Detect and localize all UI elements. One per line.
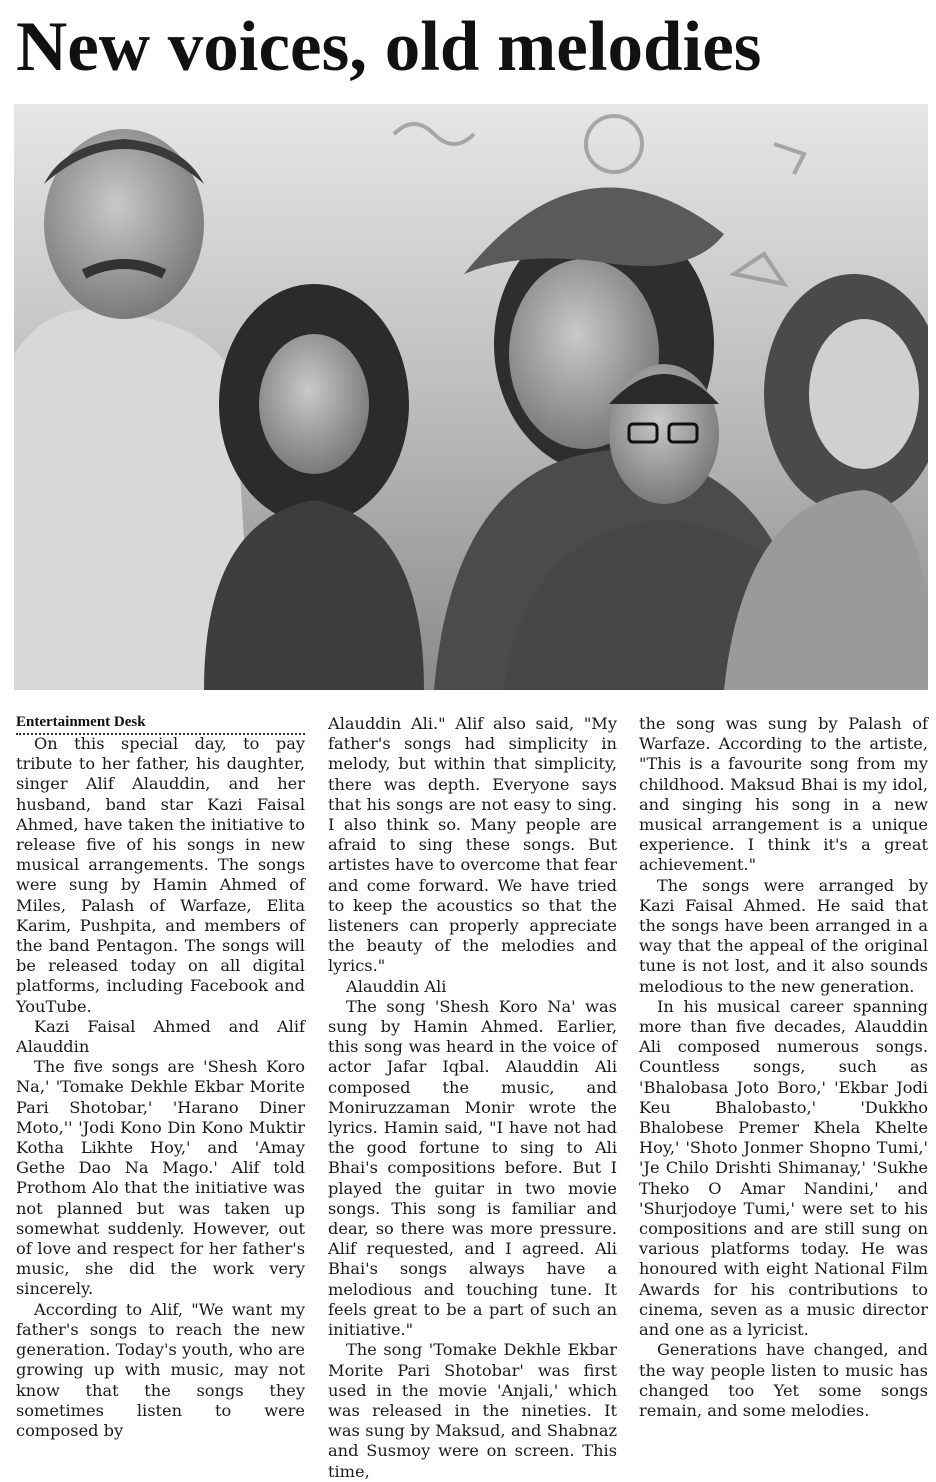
paragraph: In his musical career spanning more than five decades, Alauddin Ali composed numerous songs. Countless songs, such as 'Bhalobasa Joto Boro,' 'Ekbar Jodi Keu Bhalobasto,' 'Dukkho Bhalobese Premer Khela Khelte Hoy,' 'Shoto Jonmer Shopno Tumi,' 'Je Chilo Drishti Shimanay,' 'Sukhe Theko O Amar Nandini,' and 'Shurjodoye Tumi,' were set to his compositions and are still sung on various platforms today. He was honoured with eight National Film Awards for his contributions to cinema, seven as a music director and one as a lyricist. — [639, 996, 928, 1340]
photo-caption: Kazi Faisal Ahmed and Alif Alauddin — [16, 1016, 305, 1057]
paragraph: the song was sung by Palash of Warfaze. According to the artiste, "This is a favourite song from my childhood. Maksud Bhai is my idol, and singing his song in a new musical arrangement is a unique experience. I think it's a great achievement." — [639, 714, 928, 875]
paragraph: The songs were arranged by Kazi Faisal Ahmed. He said that the songs have been arranged in a way that the appeal of the original tune is not lost, and it also sounds melodious to the new generation. — [639, 875, 928, 996]
byline: Entertainment Desk — [16, 712, 305, 735]
group-photo — [14, 104, 928, 690]
photo-caption: Alauddin Ali — [346, 976, 447, 996]
paragraph: The song 'Tomake Dekhle Ekbar Morite Pari Shotobar' was first used in the movie 'Anjali,' which was released in the nineties. It was sung by Maksud, and Shabnaz and Susmoy were on screen. This time, — [328, 1340, 617, 1481]
paragraph: The song 'Shesh Koro Na' was sung by Hamin Ahmed. Earlier, this song was heard in the voice of actor Jafar Iqbal. Alauddin Ali composed the music, and Moniruzzaman Monir wrote the lyrics. Hamin said, "I have not had the good fortune to sing to Ali Bhai's compositions before. But I played the guitar in two movie songs. This song is familiar and dear, so there was more pressure. Alif requested, and I agreed. Ali Bhai's songs always have a melodious and touching tune. It feels great to be a part of such an initiative." — [328, 996, 617, 1340]
paragraph: The five songs are 'Shesh Koro Na,' 'Tomake Dekhle Ekbar Morite Pari Shotobar,' 'Harano Diner Moto,'' 'Jodi Kono Din Kono Muktir Kotha Likhte Hoy,' and 'Amay Gethe Dao Na Mago.' Alif told Prothom Alo that the initiative was not planned but was taken up somewhat suddenly. However, out of love and respect for her father's music, she did the work very sincerely. — [16, 1057, 305, 1299]
article-column-1 — [16, 734, 305, 1441]
paragraph: According to Alif, "We want my father's songs to reach the new generation. Today's youth, who are growing up with music, may not know that the songs they sometimes listen to were composed by — [16, 1299, 305, 1440]
article-column-2 — [328, 714, 617, 1482]
paragraph: On this special day, to pay tribute to her father, his daughter, singer Alif Alauddin, and her husband, band star Kazi Faisal Ahmed, have taken the initiative to release five of his songs in new musical arrangements. The songs were sung by Hamin Ahmed of Miles, Palash of Warfaze, Elita Karim, Pushpita, and members of the band Pentagon. The songs will be released today on all digital platforms, including Facebook and YouTube. — [16, 734, 305, 1016]
paragraph: Generations have changed, and the way people listen to music has changed too Yet some songs remain, and some melodies. — [639, 1340, 928, 1420]
paragraph: Alauddin Ali." Alif also said, "My father's songs had simplicity in melody, but within that simplicity, there was depth. Everyone says that his songs are not easy to sing. I also think so. Many people are afraid to sing these songs. But artistes have to overcome that fear and come forward. We have tried to keep the acoustics so that the listeners can properly appreciate the beauty of the melodies and lyrics." — [328, 714, 617, 976]
headline: New voices, old melodies — [16, 8, 762, 86]
article-column-3 — [639, 714, 928, 1421]
